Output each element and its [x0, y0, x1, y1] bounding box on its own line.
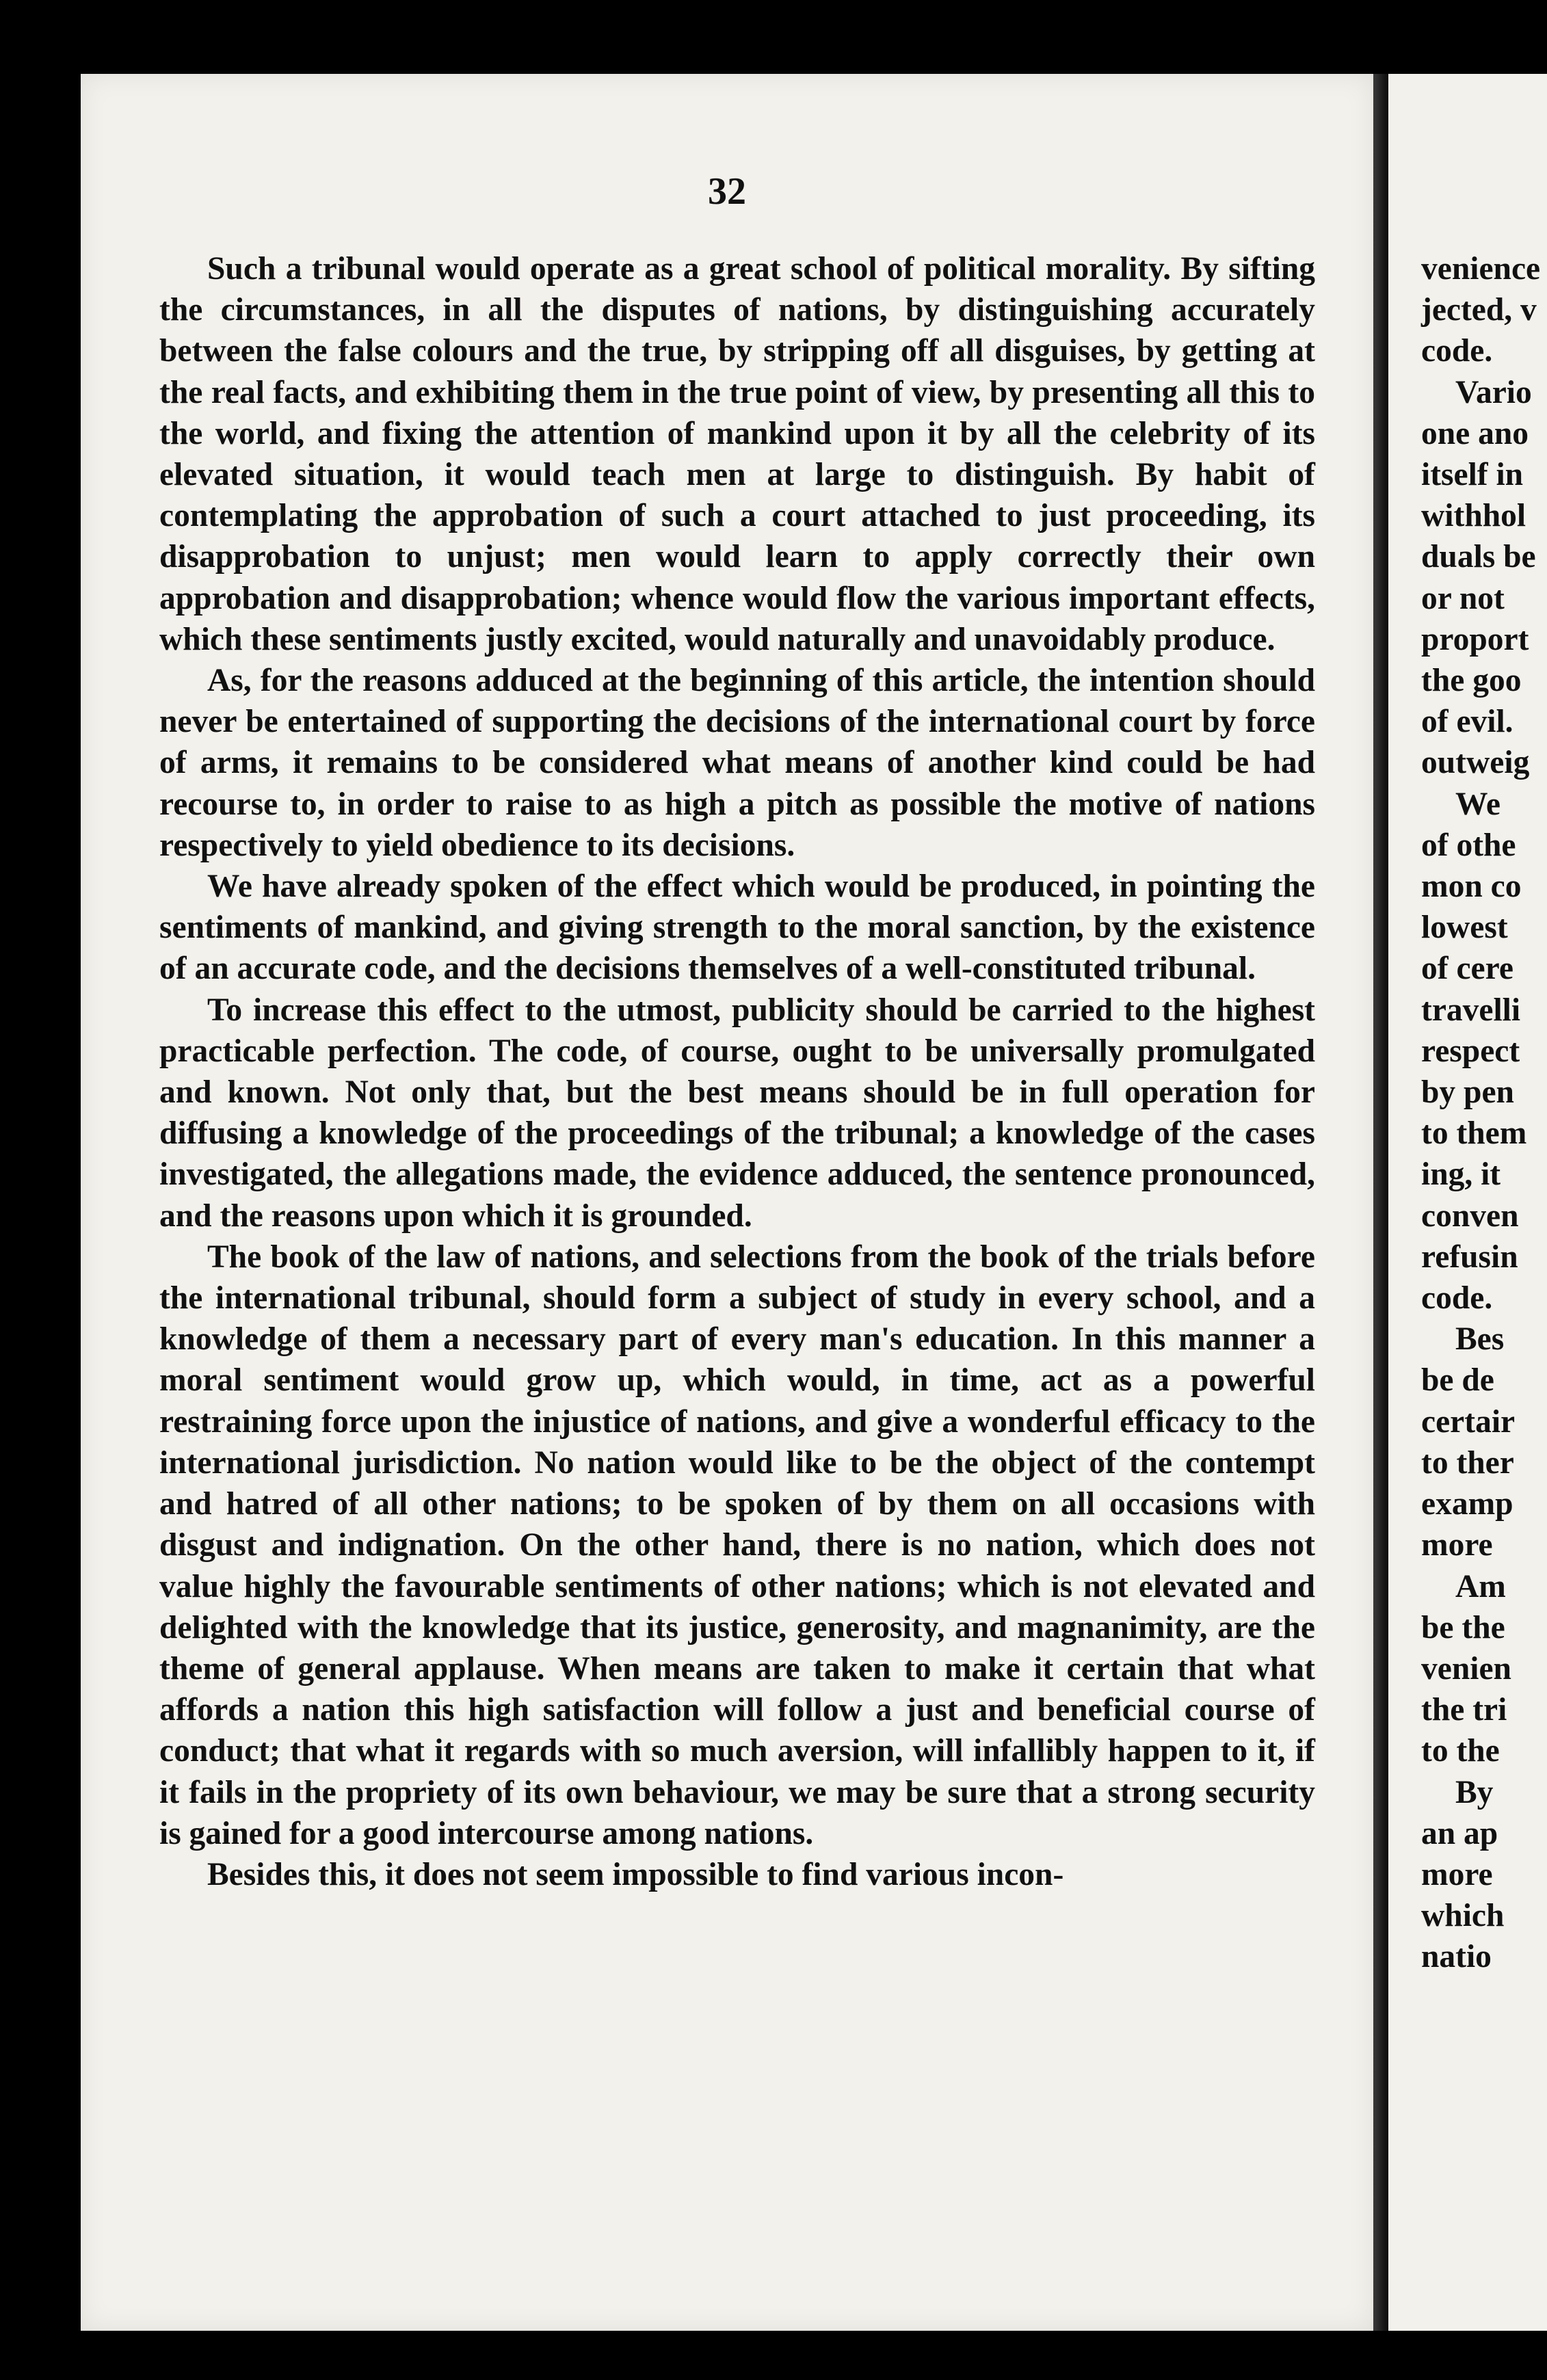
next-page-line: to them: [1421, 1115, 1527, 1152]
next-page-line: mon co: [1421, 869, 1522, 905]
next-page-line: an ap: [1421, 1815, 1498, 1851]
next-page-line: Vario: [1455, 374, 1532, 410]
paragraph: As, for the reasons adduced at the beginning of this article, the intention should never be entertained of supporting the decisions of the international court by force of arms, it remains to be considered what means of another kind could be had recourse to, in order to raise to as high a pitch as possible the motive of nations respectively to yield obedience to its decisions.: [159, 663, 1315, 863]
page-body-text: [159, 248, 1315, 1895]
next-page-line: Am: [1455, 1568, 1506, 1604]
next-page-line: of evil.: [1421, 704, 1513, 740]
next-page-line: natio: [1421, 1939, 1492, 1975]
page-number: 32: [708, 170, 746, 213]
paragraph: We have already spoken of the effect which would be produced, in pointing the sentiments of mankind, and giving strength to the moral sanction, by the existence of an accurate code, and the decisions themselves of a well-constituted tribunal.: [159, 869, 1315, 987]
next-page-line: conven: [1421, 1198, 1519, 1234]
paragraph: To increase this effect to the utmost, publicity should be carried to the highest practicable perfection. The code, of course, ought to be universally promulgated and known. Not only that, but the best means should be in full operation for diffusing a knowledge of the proceedings of the tribunal; a knowledge of the cases investigated, the allegations made, the evidence adduced, the sentence pronounced, and the reasons upon which it is grounded.: [159, 992, 1315, 1234]
next-page-line: be the: [1421, 1609, 1505, 1645]
next-page-line: We: [1455, 786, 1500, 822]
next-page-line: itself in: [1421, 457, 1524, 493]
paragraph: The book of the law of nations, and selections from the book of the trials before the international tribunal, should form a subject of study in every school, and a knowledge of them a necessary part of every man's education. In this manner a moral sentiment would grow up, which would, in time, act as a powerful restraining force upon the injustice of nations, and give a wonderful efficacy to the international jurisdiction. No nation would like to be the object of the contempt and hatred of all other nations; to be spoken of by them on all occasions with disgust and indignation. On the other hand, there is no nation, which does not value highly the favourable sentiments of other nations; which is not elevated and delighted with the knowledge that its justice, generosity, and magnanimity, are the theme of general applause. When means are taken to make it certain that what affords a nation this high satisfaction will follow a just and beneficial course of conduct; that what it regards with so much aversion, will infallibly happen to it, if it fails in the propriety of its own behaviour, we may be sure that a strong security is gained for a good intercourse among nations.: [159, 1239, 1315, 1851]
next-page-line: ing, it: [1421, 1156, 1501, 1193]
next-page-line: be de: [1421, 1362, 1494, 1399]
paragraph: Besides this, it does not seem impossible to find various incon-: [207, 1856, 1064, 1892]
next-page-line: or not: [1421, 580, 1505, 616]
next-page-line: refusin: [1421, 1239, 1518, 1275]
next-page-line: of cere: [1421, 951, 1513, 987]
book-page-next-cropped: [1388, 74, 1547, 2331]
book-gutter: [1373, 74, 1388, 2331]
next-page-line: venien: [1421, 1650, 1511, 1687]
next-page-line: duals be: [1421, 539, 1536, 575]
next-page-line: travelli: [1421, 992, 1521, 1028]
next-page-line: lowest: [1421, 910, 1508, 946]
next-page-line: the goo: [1421, 663, 1522, 699]
next-page-line: By: [1455, 1774, 1494, 1810]
next-page-line: code.: [1421, 333, 1493, 369]
next-page-line: outweig: [1421, 745, 1530, 781]
next-page-text: [1421, 248, 1547, 1978]
next-page-line: the tri: [1421, 1692, 1507, 1728]
next-page-line: withhol: [1421, 498, 1526, 534]
next-page-line: to the: [1421, 1733, 1500, 1769]
next-page-line: code.: [1421, 1280, 1493, 1317]
next-page-line: venience: [1421, 251, 1541, 287]
next-page-line: one ano: [1421, 415, 1529, 451]
next-page-line: more: [1421, 1856, 1493, 1892]
next-page-line: which: [1421, 1898, 1505, 1934]
next-page-line: proport: [1421, 621, 1529, 657]
next-page-line: more: [1421, 1527, 1493, 1563]
next-page-line: jected, v: [1421, 292, 1537, 328]
next-page-line: examp: [1421, 1486, 1513, 1522]
next-page-line: to ther: [1421, 1444, 1514, 1481]
next-page-line: by pen: [1421, 1074, 1514, 1111]
next-page-line: respect: [1421, 1033, 1520, 1069]
next-page-line: of othe: [1421, 827, 1516, 863]
next-page-line: certair: [1421, 1403, 1516, 1440]
next-page-line: Bes: [1455, 1321, 1505, 1358]
paragraph: Such a tribunal would operate as a great school of political morality. By sifting the circumstances, in all the disputes of nations, by distinguishing accurately between the false colours and the true, by stripping off all disguises, by getting at the real facts, and exhibiting them in the true point of view, by presenting all this to the world, and fixing the attention of mankind upon it by all the celebrity of its elevated situation, it would teach men at large to distinguish. By habit of contemplating the approbation of such a court attached to just proceeding, its disapprobation to unjust; men would learn to apply correctly their own approbation and disapprobation; whence would flow the various important effects, which these sentiments justly excited, would naturally and unavoidably produce.: [159, 251, 1315, 657]
book-page-32: [81, 74, 1373, 2331]
